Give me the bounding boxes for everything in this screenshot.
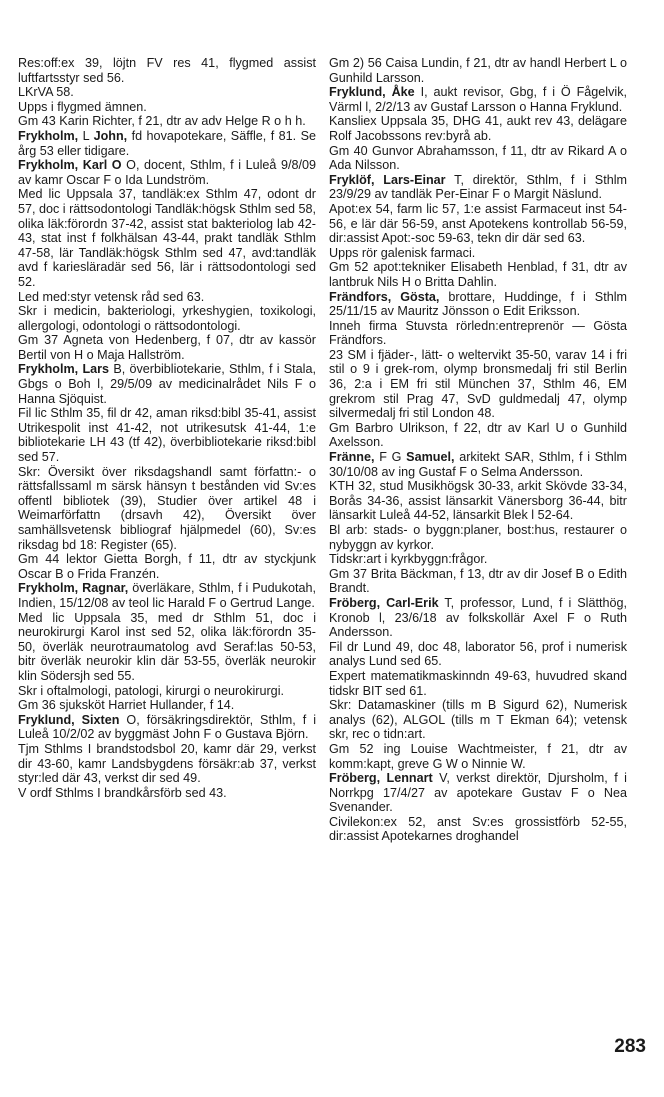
biography-line [18, 611, 316, 684]
entry-text: Med lic Uppsala 37, tandläk:ex Sthlm 47, odont dr 57, doc i rättsodontologi Tandläk:högsk Sthlm sed 58, olika läk:förordn 37-42, assist stat bakteriolog lab 42-43, stat inst f folkhälsan 43-44, prakt tandläk Sthlm 47-58, lär Tandläk:högsk Sthlm sed 47, avd:tandläk avd f kariesläradär sed 56, lär i rättsodontologi sed 52. [18, 187, 317, 289]
entry-text: V ordf Sthlms I brandkårsförb sed 43. [18, 785, 227, 800]
biography-line [18, 56, 316, 85]
entry-name: Frändfors, Gösta, [329, 289, 440, 304]
entry-text: Skr: Datamaskiner (tills m B Sigurd 62), Numerisk analys (62), ALGOL (tills m T Ekman 64); vetensk skr, rec o tidn:art. [329, 698, 627, 742]
entry-initials: L [78, 128, 94, 143]
biography-line [18, 786, 316, 801]
biography-line [18, 114, 316, 129]
biography-line [329, 114, 627, 143]
entry-name: Frykholm, [18, 128, 79, 143]
entry-text: Inneh firma Stuvsta rörledn:entreprenör — Gösta Frändfors. [329, 318, 627, 348]
biography-entry-heading [329, 85, 627, 114]
biography-line [18, 85, 316, 100]
biography-line [18, 465, 316, 553]
entry-name: Frykholm, Lars [18, 362, 110, 377]
biography-line [329, 669, 627, 698]
page-number: 283 [614, 1036, 646, 1057]
biography-line [18, 698, 316, 713]
biography-line [18, 290, 316, 305]
biography-entry-heading [329, 450, 627, 479]
biography-entry-heading [329, 173, 627, 202]
biography-entry-heading [18, 158, 316, 187]
biography-line [329, 421, 627, 450]
biography-entry-heading [18, 129, 316, 158]
biography-line [329, 742, 627, 771]
entry-initials: F G [374, 450, 407, 465]
biography-line [329, 202, 627, 246]
entry-text: Gm 40 Gunvor Abrahamsson, f 11, dtr av Rikard A o Ada Nilsson. [329, 143, 627, 173]
entry-name: Fryklund, Sixten [18, 712, 120, 727]
biography-entry-heading [18, 362, 316, 406]
biography-entry-heading [329, 290, 627, 319]
entry-text: Fil lic Sthlm 35, fil dr 42, aman riksd:bibl 35-41, assist Utrikespolit inst 41-42, not utrikesutsk 41-44, 1:e bibliotekarie LH 43 (tf 42), överbibliotekarie riksd:bibl sed 57. [18, 406, 316, 465]
entry-text: Kansliex Uppsala 35, DHG 41, aukt rev 43, delägare Rolf Jacobssons rev:byrå ab. [329, 114, 627, 143]
right-column [329, 56, 627, 844]
entry-text: Gm 52 ing Louise Wachtmeister, f 21, dtr av komm:kapt, greve G W o Ninnie W. [329, 741, 627, 771]
biography-line [329, 56, 627, 85]
biography-line [18, 552, 316, 581]
entry-name: Frykholm, Ragnar, [18, 581, 129, 596]
biography-line [329, 523, 627, 552]
biography-line [329, 319, 627, 348]
biography-line [329, 815, 627, 844]
biography-line [329, 260, 627, 289]
entry-text: fd hovapotekare, Säffle, f 81. Se årg 53 eller tidigare. [18, 128, 316, 158]
entry-text: Bl arb: stads- o byggn:planer, bost:hus, restaurer o nybyggn av kyrkor. [329, 523, 627, 552]
biography-entry-heading [18, 581, 316, 610]
biography-line [18, 100, 316, 115]
entry-text: I, aukt revisor, Gbg, f i Ö Fågelvik, Värml l, 2/2/13 av Gustaf Larsson o Hanna Fryklund. [329, 85, 627, 114]
biography-line [18, 742, 316, 786]
entry-text: Civilekon:ex 52, anst Sv:es grossistförb 52-55, dir:assist Apotekarnes droghandel [329, 814, 627, 844]
entry-text: Res:off:ex 39, löjtn FV res 41, flygmed assist luftfartsstyr sed 56. [18, 56, 316, 85]
entry-text: Med lic Uppsala 35, med dr Sthlm 51, doc i neurokirurgi Karol inst sed 52, olika läk:förordn 35-50, överläk neurotraumatolog avd Seraf:las 50-53, bitr överläk neurokir klin där 53-55, överläk neurokir klin Södersjh sed 55. [18, 610, 316, 683]
biography-line [18, 304, 316, 333]
entry-text: brottare, Huddinge, f i Sthlm 25/11/15 av Mauritz Jönsson o Edit Eriksson. [329, 289, 627, 319]
biography-entry-heading [329, 771, 627, 815]
entry-text: Tidskr:art i kyrkbyggn:frågor. [329, 552, 488, 567]
entry-text: Expert matematikmaskinndn 49-63, huvudred skand tidskr BIT sed 61. [329, 668, 627, 698]
biography-line [18, 684, 316, 699]
entry-text: LKrVA 58. [18, 85, 74, 100]
biography-line [329, 246, 627, 261]
left-column [18, 56, 316, 800]
entry-text: Upps i flygmed ämnen. [18, 99, 147, 114]
biography-line [18, 187, 316, 289]
entry-text: O, docent, Sthlm, f i Luleå 9/8/09 av kamr Oscar F o Ida Lundström. [18, 158, 316, 187]
entry-text: Upps rör galenisk farmaci. [329, 245, 476, 260]
entry-text: Gm Barbro Ulrikson, f 22, dtr av Karl U o Gunhild Axelsson. [329, 420, 627, 450]
entry-name: Fryklund, Åke [329, 85, 415, 100]
entry-given-name: Samuel, [406, 450, 455, 465]
entry-text: Gm 44 lektor Gietta Borgh, f 11, dtr av styckjunk Oscar B o Frida Franzén. [18, 552, 316, 581]
biography-line [329, 552, 627, 567]
entry-text: KTH 32, stud Musikhögsk 30-33, arkit Skövde 33-34, Borås 34-36, assist länsarkit Vänersborg 36-44, bitr länsarkit Luleå 44-52, länsarkit Blek l 52-64. [329, 479, 627, 523]
entry-name: Fröberg, Lennart [329, 771, 433, 786]
entry-text: V, verkst direktör, Djursholm, f i Norrkpg 17/4/27 av apotekare Gustav F o Nea Svenander. [329, 771, 627, 815]
entry-text: Tjm Sthlms I brandstodsbol 20, kamr där 29, verkst dir 43-60, kamr Landsbygdens försäkr:ab 37, verkst styr:led där 43, verkst dir sed 49. [18, 741, 316, 786]
biography-line [329, 144, 627, 173]
biography-line [18, 333, 316, 362]
entry-name: Fröberg, Carl-Erik [329, 595, 439, 610]
biography-line [18, 406, 316, 464]
entry-text: Gm 2) 56 Caisa Lundin, f 21, dtr av handl Herbert L o Gunhild Larsson. [329, 56, 627, 85]
entry-text: O, försäkringsdirektör, Sthlm, f i Luleå 10/2/02 av byggmäst John F o Gustava Björn. [18, 712, 316, 742]
biography-line [329, 479, 627, 523]
biography-line [329, 698, 627, 742]
entry-text: T, direktör, Sthlm, f i Sthlm 23/9/29 av tandläk Per-Einar F o Margit Näslund. [329, 172, 627, 202]
entry-text: arkitekt SAR, Sthlm, f i Sthlm 30/10/08 av ing Gustaf F o Selma Andersson. [329, 450, 627, 479]
entry-text: Gm 37 Agneta von Hedenberg, f 07, dtr av kassör Bertil von H o Maja Hallström. [18, 333, 316, 362]
entry-text: Skr: Översikt över riksdagshandl samt författn:- o rättsfallssaml m särsk hänsyn t bestånden vid Sv:es offentl bibliotek (39), Studier över artikel 48 i Weimarförfattn (drsavh 42), Översikt över samhällsvetensk bibliograf hjälpmedel (60), Sv:es riksdag bd 18: Register (65). [18, 464, 316, 552]
entry-text: Gm 43 Karin Richter, f 21, dtr av adv Helge R o h h. [18, 114, 306, 129]
entry-text: Gm 52 apot:tekniker Elisabeth Henblad, f 31, dtr av lantbruk Nils H o Britta Dahlin. [329, 260, 627, 289]
entry-text: Led med:styr vetensk råd sed 63. [18, 289, 205, 304]
entry-name: Frykholm, Karl O [18, 158, 122, 173]
entry-text: Skr i medicin, bakteriologi, yrkeshygien, toxikologi, allergologi, odontologi o rättsodontologi. [18, 304, 316, 333]
entry-text: B, överbibliotekarie, Sthlm, f i Stala, Gbgs o Boh l, 29/5/09 av medicinalrådet Nils F o Hanna Sjöquist. [18, 362, 316, 406]
entry-text: 23 SM i fjäder-, lätt- o weltervikt 35-50, varav 14 i fri stil o 9 i grek-rom, olymp bronsmedalj fri stil Berlin 36, 2:a i EM fri stil München 37, Sthlm 46, EM grekrom stil Prag 47, SvD guldmedalj 47, olymp silvermedalj fri stil London 48. [329, 347, 627, 421]
entry-text: T, professor, Lund, f i Slätthög, Kronob l, 23/6/18 av folkskollär Axel F o Ruth Andersson. [329, 595, 627, 640]
biography-entry-heading [329, 596, 627, 640]
entry-text: Apot:ex 54, farm lic 57, 1:e assist Farmaceut inst 54-56, e lär där 56-59, anst Apotekens kontrollab 56-59, dir:assist Apot:-soc 59-63, tekn dir där sed 63. [329, 201, 627, 246]
entry-text: Gm 37 Brita Bäckman, f 13, dtr av dir Josef B o Edith Brandt. [329, 566, 627, 596]
biography-line [329, 567, 627, 596]
entry-text: Skr i oftalmologi, patologi, kirurgi o neurokirurgi. [18, 683, 284, 698]
biography-line [329, 348, 627, 421]
biography-line [329, 640, 627, 669]
entry-name: Fryklöf, Lars-Einar [329, 172, 446, 187]
entry-text: överläkare, Sthlm, f i Pudukotah, Indien, 15/12/08 av teol lic Harald F o Gertrud Lange. [18, 581, 316, 610]
entry-text: Fil dr Lund 49, doc 48, laborator 56, prof i numerisk analys Lund sed 65. [329, 639, 627, 669]
biography-entry-heading [18, 713, 316, 742]
entry-name: Fränne, [329, 450, 375, 465]
entry-given-name: John, [93, 128, 128, 143]
entry-text: Gm 36 sjuksköt Harriet Hullander, f 14. [18, 698, 235, 713]
